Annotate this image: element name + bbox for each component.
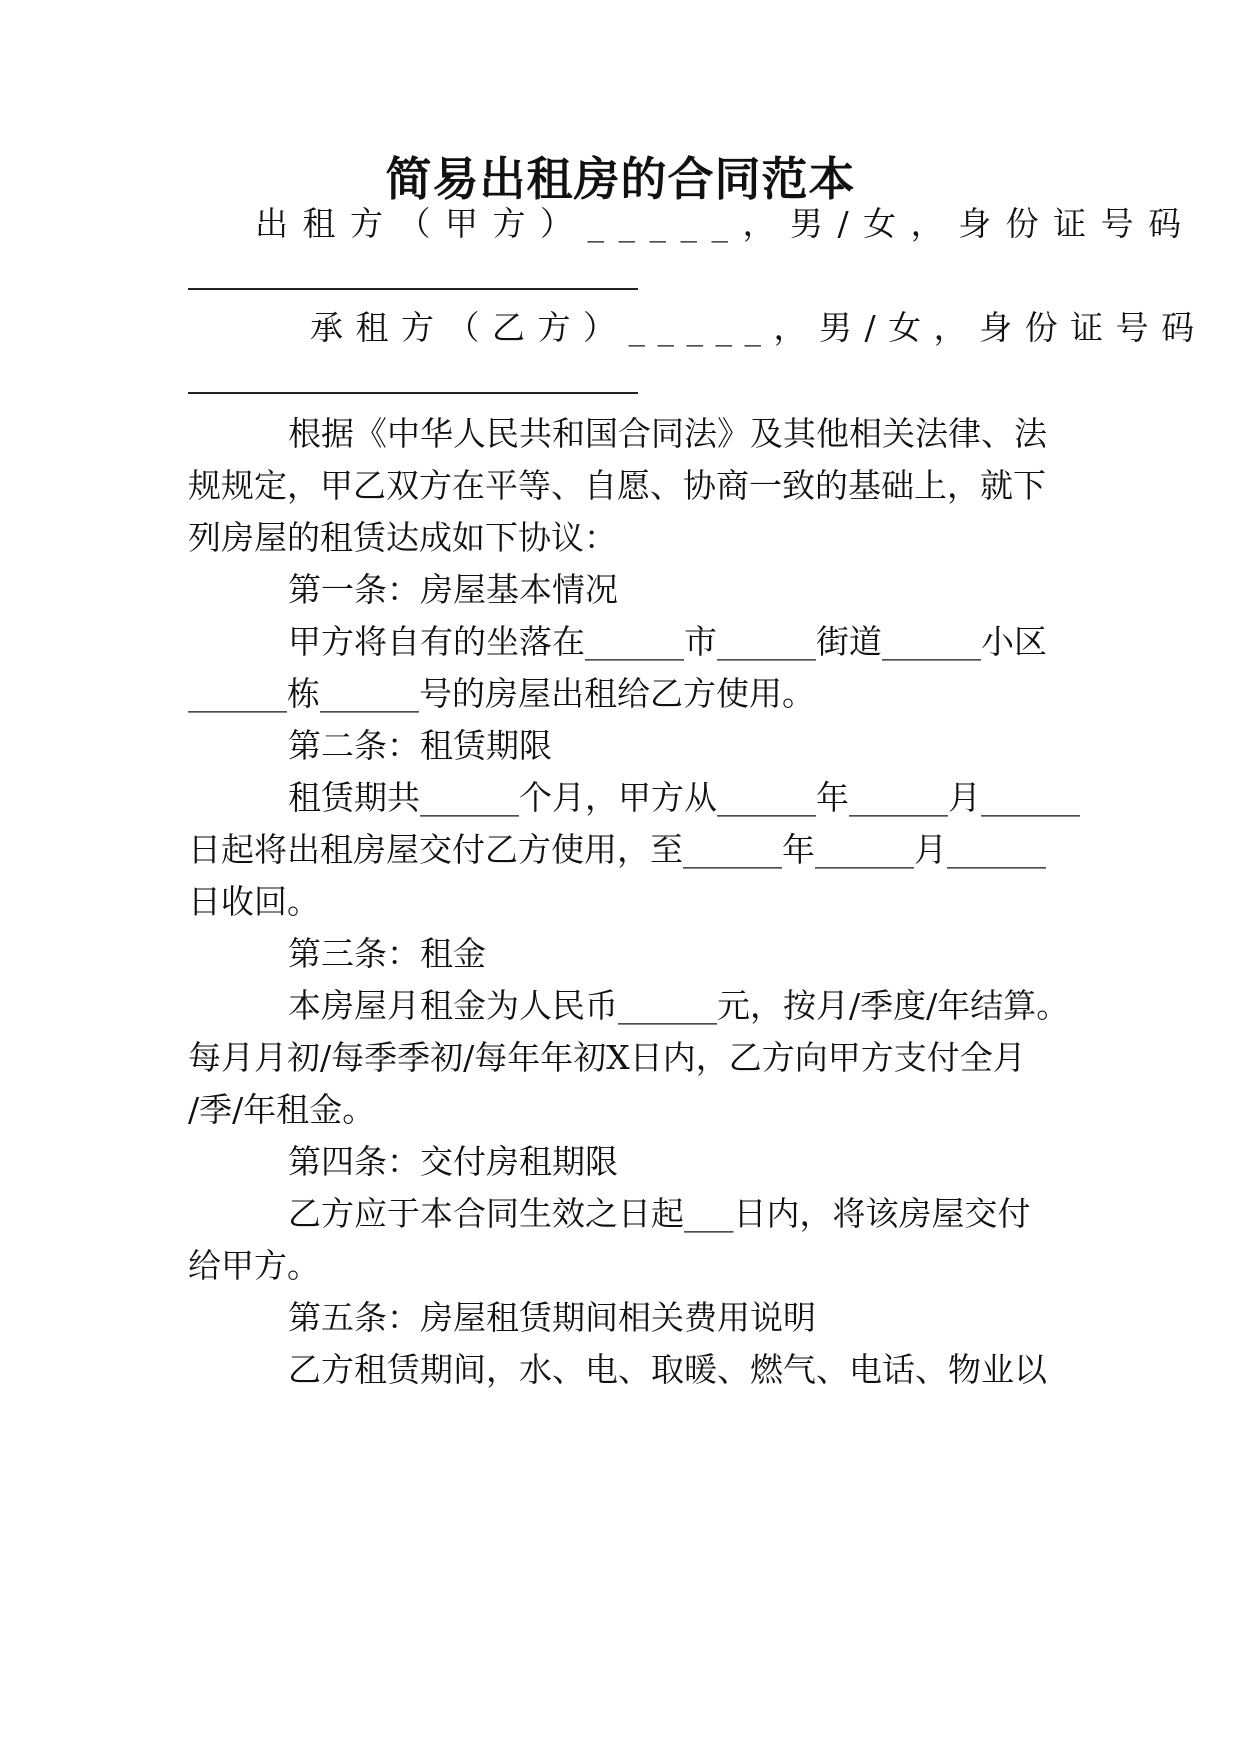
lessee-line: 承租方（乙方）_____，男/女，身份证号码 — [310, 308, 1207, 347]
paragraph-line: 日起将出租房屋交付乙方使用，至______年______月______ — [188, 830, 1046, 869]
paragraph-line: ______栋______号的房屋出租给乙方使用。 — [188, 674, 815, 713]
paragraph-line: 乙方应于本合同生效之日起___日内，将该房屋交付 — [288, 1194, 1031, 1233]
article-heading: 第五条：房屋租赁期间相关费用说明 — [288, 1298, 816, 1337]
paragraph-line: 租赁期共______个月，甲方从______年______月______ — [288, 778, 1080, 817]
paragraph-line: /季/年租金。 — [188, 1090, 376, 1129]
lessor-line: 出租方（甲方）_____，男/女，身份证号码 — [255, 204, 1196, 243]
article-heading: 第四条：交付房租期限 — [288, 1142, 618, 1181]
paragraph-line: 给甲方。 — [188, 1246, 320, 1285]
article-heading: 第二条：租赁期限 — [288, 726, 552, 765]
paragraph-line: 规规定，甲乙双方在平等、自愿、协商一致的基础上，就下 — [188, 466, 1046, 505]
paragraph-line: 本房屋月租金为人民币______元，按月/季度/年结算。 — [288, 986, 1070, 1025]
paragraph-line: 每月月初/每季季初/每年年初X日内，乙方向甲方支付全月 — [188, 1038, 1026, 1077]
paragraph-line: 列房屋的租赁达成如下协议： — [188, 518, 617, 557]
article-heading: 第三条：租金 — [288, 934, 486, 973]
paragraph-line: 甲方将自有的坐落在______市______街道______小区 — [288, 622, 1047, 661]
lessee-id-blank-rule — [188, 392, 638, 394]
article-heading: 第一条：房屋基本情况 — [288, 570, 618, 609]
paragraph-line: 日收回。 — [188, 882, 320, 921]
paragraph-line: 乙方租赁期间，水、电、取暖、燃气、电话、物业以 — [288, 1350, 1047, 1389]
lessor-id-blank-rule — [188, 288, 638, 290]
paragraph-line: 根据《中华人民共和国合同法》及其他相关法律、法 — [288, 414, 1047, 453]
document-title: 简易出租房的合同范本 — [385, 152, 856, 206]
